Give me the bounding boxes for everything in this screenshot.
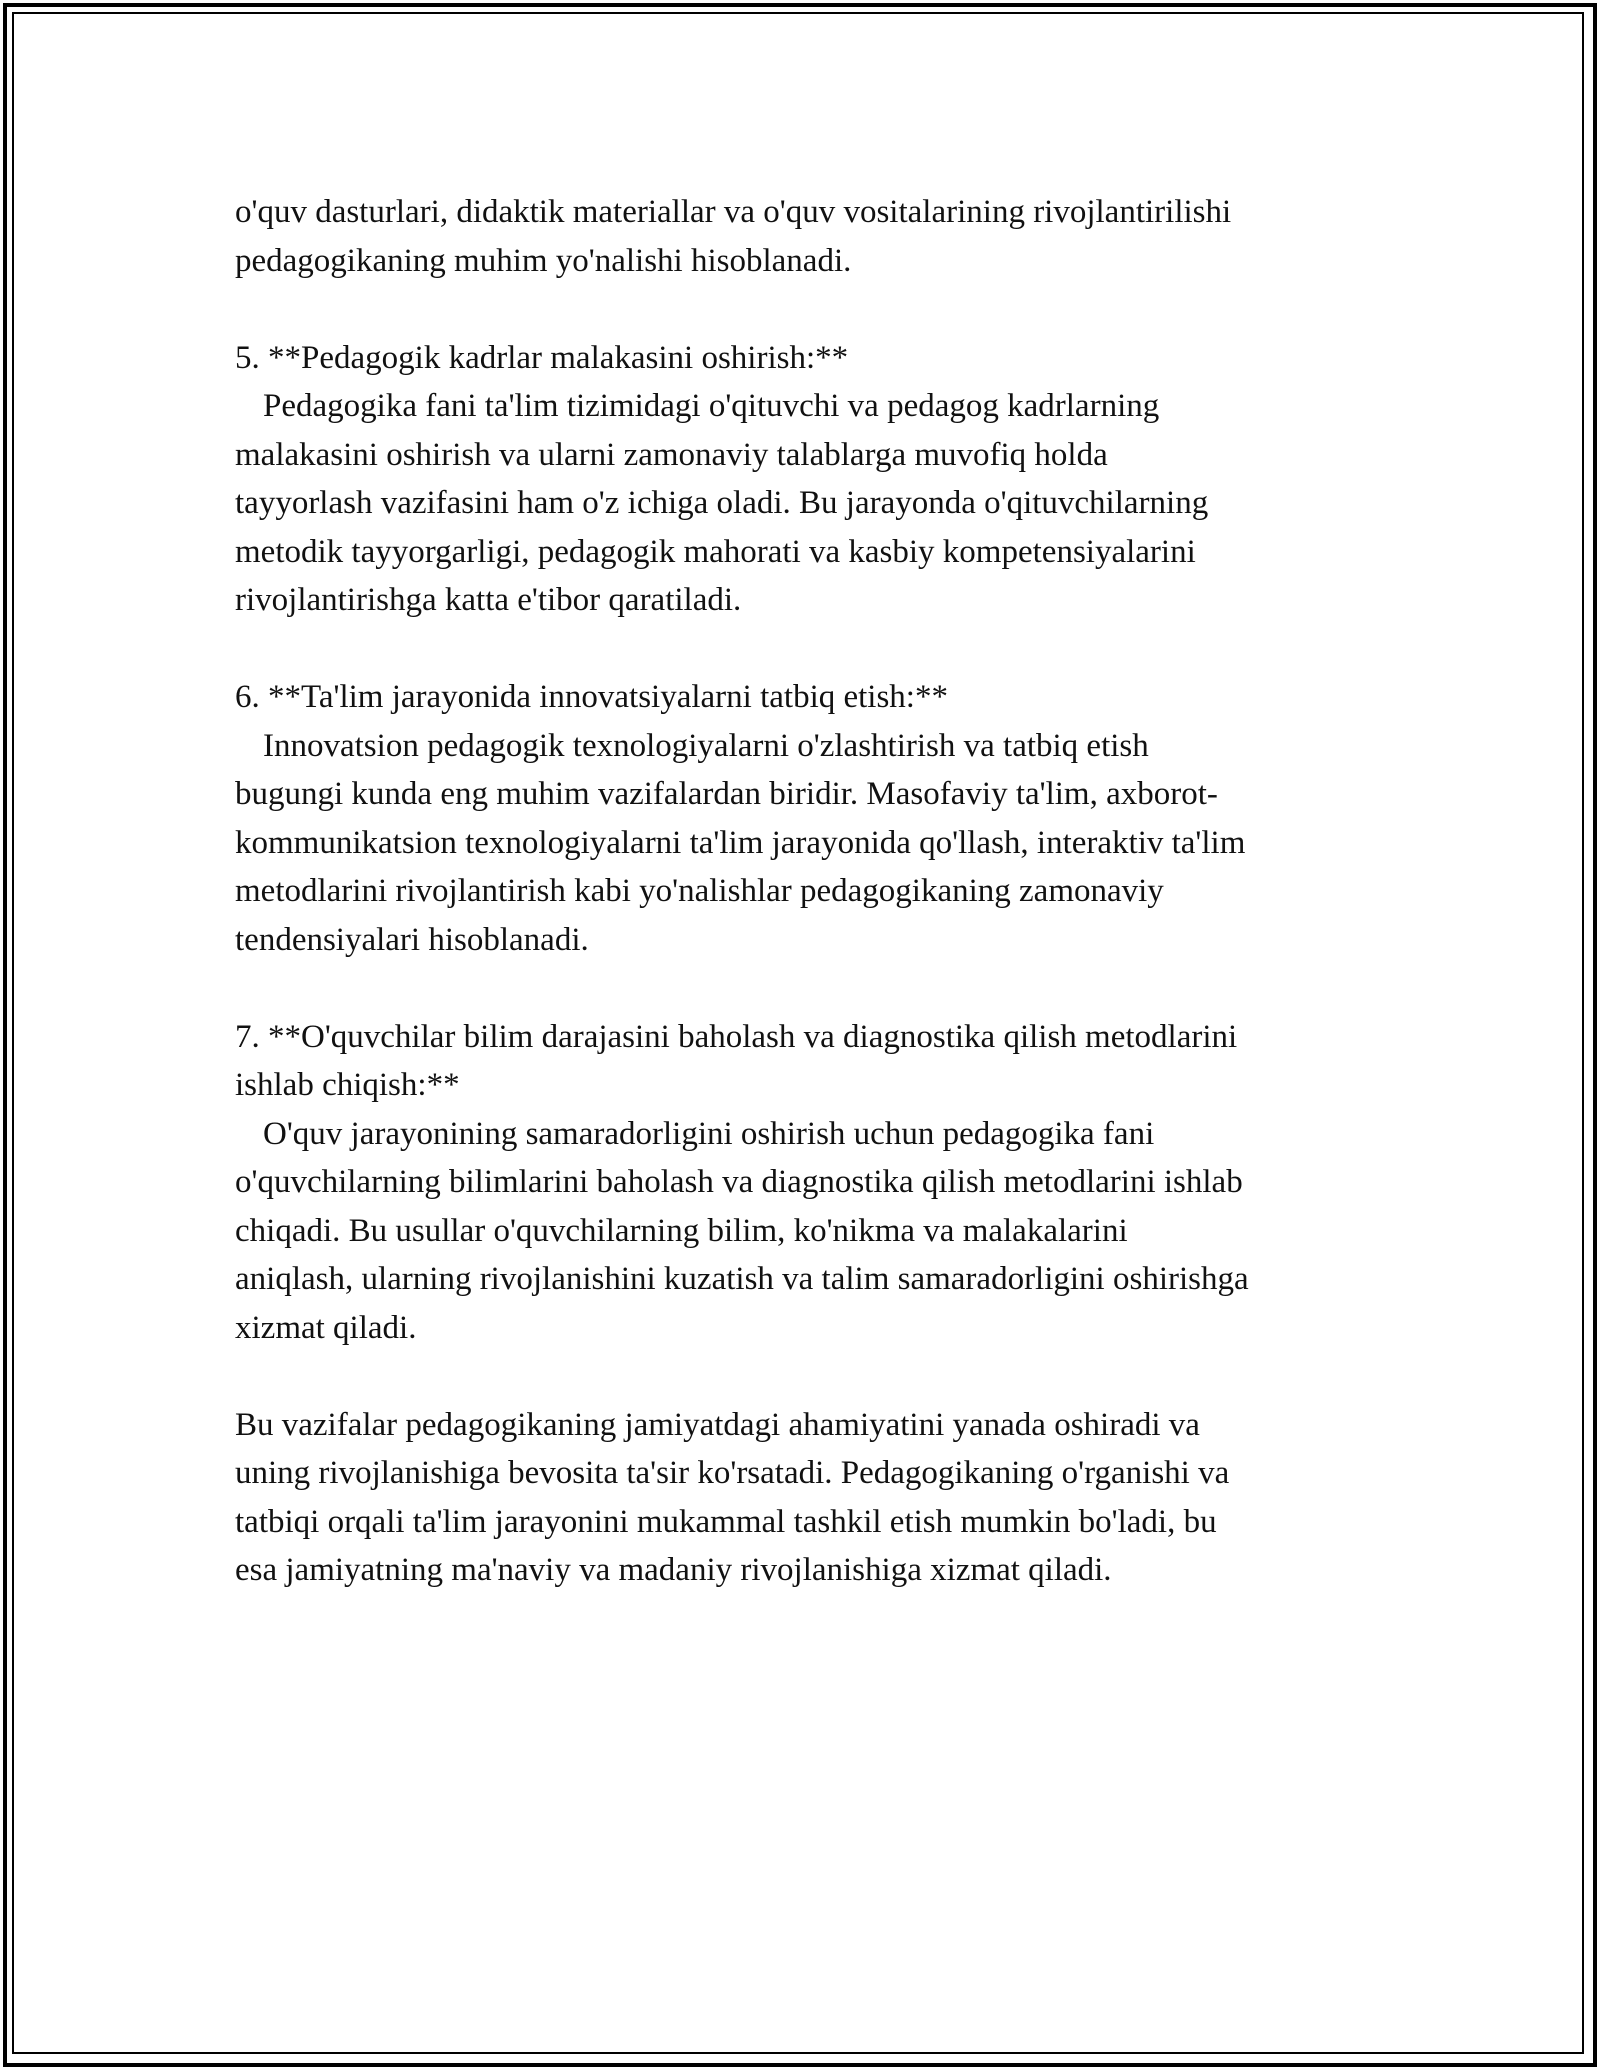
list-item-5 bbox=[235, 334, 1385, 625]
text-line: tendensiyalari hisoblanadi. bbox=[235, 921, 589, 958]
text-line: tatbiqi orqali ta'lim jarayonini mukammal tashkil etish mumkin bo'ladi, bu bbox=[235, 1503, 1217, 1540]
text-line: xizmat qiladi. bbox=[235, 1309, 417, 1346]
text-line: tayyorlash vazifasini ham o'z ichiga oladi. Bu jarayonda o'qituvchilarning bbox=[235, 485, 1209, 521]
item-heading: 7. **O'quvchilar bilim darajasini baholash va diagnostika qilish metodlarini bbox=[235, 1018, 1238, 1055]
document-body bbox=[235, 188, 1385, 1595]
paragraph-spacer bbox=[235, 1352, 1385, 1401]
text-line: aniqlash, ularning rivojlanishini kuzatish va talim samaradorligini oshirishga bbox=[235, 1261, 1249, 1297]
text-line: chiqadi. Bu usullar o'quvchilarning bilim, ko'nikma va malakalarini bbox=[235, 1212, 1128, 1249]
text-line: o'quv dasturlari, didaktik materiallar va o'quv vositalarining rivojlantirilishi bbox=[235, 194, 1232, 230]
item-heading: ishlab chiqish:** bbox=[235, 1067, 460, 1103]
list-item-6 bbox=[235, 673, 1385, 964]
text-line: metodlarini rivojlantirish kabi yo'nalishlar pedagogikaning zamonaviy bbox=[235, 873, 1164, 909]
text-line: Pedagogika fani ta'lim tizimidagi o'qituvchi va pedagog kadrlarning bbox=[263, 388, 1160, 424]
text-line: o'quvchilarning bilimlarini baholash va diagnostika qilish metodlarini ishlab bbox=[235, 1164, 1243, 1200]
text-line: uning rivojlanishiga bevosita ta'sir ko'rsatadi. Pedagogikaning o'rganishi va bbox=[235, 1455, 1230, 1491]
item-heading: 6. **Ta'lim jarayonida innovatsiyalarni tatbiq etish:** bbox=[235, 679, 948, 715]
item-heading: 5. **Pedagogik kadrlar malakasini oshirish:** bbox=[235, 339, 849, 376]
text-line: pedagogikaning muhim yo'nalishi hisoblanadi. bbox=[235, 242, 852, 279]
paragraph-spacer bbox=[235, 625, 1385, 674]
text-line: Innovatsion pedagogik texnologiyalarni o'zlashtirish va tatbiq etish bbox=[263, 727, 1149, 764]
conclusion-paragraph bbox=[235, 1401, 1385, 1595]
intro-paragraph bbox=[235, 188, 1385, 285]
list-item-7 bbox=[235, 1013, 1385, 1353]
text-line: O'quv jarayonining samaradorligini oshirish uchun pedagogika fani bbox=[263, 1115, 1155, 1152]
paragraph-spacer bbox=[235, 964, 1385, 1013]
paragraph-spacer bbox=[235, 285, 1385, 334]
text-line: rivojlantirishga katta e'tibor qaratiladi. bbox=[235, 582, 742, 618]
text-line: kommunikatsion texnologiyalarni ta'lim jarayonida qo'llash, interaktiv ta'lim bbox=[235, 824, 1246, 861]
text-line: Bu vazifalar pedagogikaning jamiyatdagi ahamiyatini yanada oshiradi va bbox=[235, 1406, 1200, 1443]
text-line: bugungi kunda eng muhim vazifalardan biridir. Masofaviy ta'lim, axborot- bbox=[235, 776, 1218, 812]
text-line: malakasini oshirish va ularni zamonaviy talablarga muvofiq holda bbox=[235, 436, 1108, 473]
text-line: esa jamiyatning ma'naviy va madaniy rivojlanishiga xizmat qiladi. bbox=[235, 1552, 1112, 1588]
text-line: metodik tayyorgarligi, pedagogik mahorati va kasbiy kompetensiyalarini bbox=[235, 533, 1196, 570]
